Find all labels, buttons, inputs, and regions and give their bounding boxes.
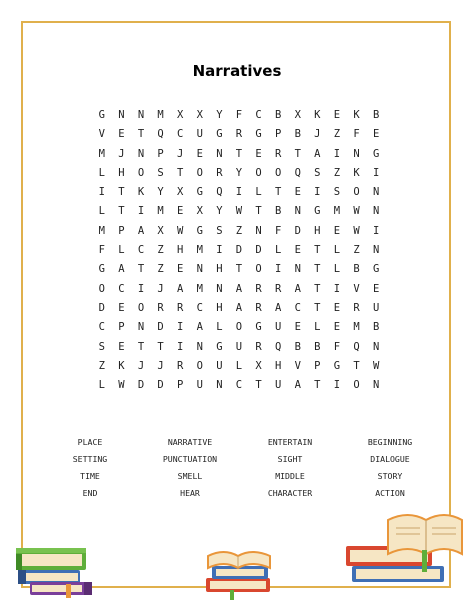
word-list-item: ACTION bbox=[375, 488, 405, 498]
grid-letter: R bbox=[274, 282, 282, 295]
grid-letter: A bbox=[177, 282, 184, 295]
grid-letter: W bbox=[353, 205, 360, 218]
grid-letter: C bbox=[294, 301, 301, 314]
grid-letter: X bbox=[294, 109, 301, 121]
grid-letter: N bbox=[294, 205, 301, 218]
grid-letter: U bbox=[196, 379, 203, 392]
grid-letter: A bbox=[274, 301, 282, 314]
grid-letter: J bbox=[177, 147, 184, 160]
grid-letter: E bbox=[333, 224, 341, 237]
grid-letter: N bbox=[255, 224, 262, 237]
grid-letter: T bbox=[118, 186, 125, 199]
grid-letter: U bbox=[274, 321, 282, 334]
grid-row bbox=[92, 320, 386, 339]
grid-letter: I bbox=[333, 282, 341, 295]
grid-letter: Z bbox=[98, 359, 105, 372]
grid-letter: H bbox=[216, 301, 223, 314]
grid-letter: E bbox=[177, 263, 184, 276]
grid-letter: L bbox=[235, 359, 243, 372]
grid-letter: W bbox=[235, 205, 243, 218]
grid-letter: T bbox=[314, 244, 321, 257]
grid-letter: H bbox=[118, 166, 125, 179]
grid-letter: M bbox=[157, 205, 164, 218]
grid-row bbox=[92, 282, 386, 301]
open-book-icon bbox=[344, 510, 464, 600]
grid-letter: B bbox=[274, 205, 282, 218]
grid-letter: T bbox=[314, 263, 321, 276]
grid-row bbox=[92, 262, 386, 281]
grid-letter: G bbox=[372, 263, 380, 276]
grid-letter: W bbox=[372, 359, 380, 372]
grid-letter: Z bbox=[333, 128, 341, 141]
grid-letter: A bbox=[294, 282, 301, 295]
grid-letter: N bbox=[137, 321, 145, 334]
grid-letter: O bbox=[98, 282, 105, 295]
grid-letter: N bbox=[196, 340, 203, 353]
grid-letter: D bbox=[294, 224, 301, 237]
word-list-row bbox=[40, 437, 440, 454]
grid-letter: N bbox=[137, 109, 145, 121]
grid-letter: C bbox=[137, 244, 145, 257]
grid-letter: N bbox=[353, 147, 360, 160]
grid-letter: F bbox=[353, 128, 360, 141]
grid-letter: N bbox=[372, 379, 380, 392]
grid-letter: Y bbox=[216, 205, 223, 218]
grid-letter: I bbox=[137, 205, 145, 218]
grid-letter: Y bbox=[157, 186, 164, 199]
grid-letter: T bbox=[314, 282, 321, 295]
grid-letter: Y bbox=[235, 166, 243, 179]
grid-letter: N bbox=[216, 147, 223, 160]
grid-letter: X bbox=[255, 359, 262, 372]
grid-letter: T bbox=[235, 263, 243, 276]
grid-row bbox=[92, 108, 386, 127]
grid-letter: O bbox=[137, 301, 145, 314]
grid-letter: D bbox=[157, 321, 164, 334]
grid-letter: B bbox=[314, 340, 321, 353]
grid-letter: O bbox=[255, 166, 262, 179]
grid-letter: L bbox=[333, 263, 341, 276]
grid-letter: E bbox=[118, 340, 125, 353]
grid-letter: O bbox=[235, 321, 243, 334]
grid-letter: R bbox=[157, 301, 164, 314]
grid-letter: E bbox=[372, 282, 380, 295]
grid-letter: O bbox=[137, 166, 145, 179]
grid-letter: J bbox=[118, 147, 125, 160]
grid-letter: I bbox=[372, 224, 380, 237]
grid-letter: L bbox=[98, 166, 105, 179]
grid-letter: E bbox=[118, 128, 125, 141]
grid-letter: R bbox=[255, 282, 262, 295]
grid-letter: I bbox=[333, 147, 341, 160]
grid-letter: Q bbox=[216, 186, 223, 199]
grid-letter: V bbox=[98, 128, 105, 141]
grid-letter: L bbox=[98, 205, 105, 218]
grid-letter: I bbox=[372, 166, 380, 179]
grid-letter: B bbox=[294, 128, 301, 141]
grid-letter: E bbox=[196, 147, 203, 160]
grid-letter: D bbox=[235, 244, 243, 257]
grid-letter: U bbox=[274, 379, 282, 392]
grid-letter: X bbox=[157, 224, 164, 237]
grid-letter: E bbox=[118, 301, 125, 314]
grid-letter: Q bbox=[353, 340, 360, 353]
grid-letter: Q bbox=[274, 340, 282, 353]
grid-letter: P bbox=[118, 321, 125, 334]
grid-letter: X bbox=[196, 205, 203, 218]
grid-letter: X bbox=[196, 109, 203, 121]
grid-letter: R bbox=[255, 301, 262, 314]
grid-letter: I bbox=[314, 186, 321, 199]
grid-letter: F bbox=[333, 340, 341, 353]
grid-letter: A bbox=[294, 379, 301, 392]
grid-letter: R bbox=[353, 301, 360, 314]
grid-letter: A bbox=[137, 224, 145, 237]
grid-letter: L bbox=[274, 244, 282, 257]
grid-letter: B bbox=[294, 340, 301, 353]
page-title: Narratives bbox=[192, 62, 282, 80]
grid-letter: P bbox=[118, 224, 125, 237]
grid-row bbox=[92, 378, 386, 397]
word-list-item: DIALOGUE bbox=[370, 454, 410, 464]
grid-letter: K bbox=[353, 109, 360, 121]
stack-of-books-icon bbox=[10, 540, 100, 598]
grid-letter: F bbox=[235, 109, 243, 121]
grid-letter: T bbox=[118, 205, 125, 218]
grid-letter: I bbox=[274, 263, 282, 276]
grid-letter: E bbox=[177, 205, 184, 218]
grid-letter: Z bbox=[157, 244, 164, 257]
grid-letter: T bbox=[235, 147, 243, 160]
grid-letter: I bbox=[333, 379, 341, 392]
grid-letter: M bbox=[196, 244, 203, 257]
word-list-item: ENTERTAIN bbox=[267, 437, 313, 447]
grid-letter: T bbox=[157, 340, 164, 353]
grid-letter: U bbox=[216, 359, 223, 372]
grid-letter: I bbox=[235, 186, 243, 199]
grid-letter: E bbox=[333, 301, 341, 314]
grid-letter: T bbox=[274, 186, 282, 199]
grid-letter: L bbox=[216, 321, 223, 334]
grid-letter: G bbox=[314, 205, 321, 218]
word-list-item: SIGHT bbox=[277, 454, 303, 464]
grid-letter: N bbox=[196, 263, 203, 276]
word-list bbox=[40, 437, 440, 505]
grid-letter: R bbox=[177, 359, 184, 372]
grid-letter: F bbox=[98, 244, 105, 257]
grid-letter: X bbox=[177, 109, 184, 121]
word-list-item: BEGINNING bbox=[367, 437, 413, 447]
grid-letter: Q bbox=[294, 166, 301, 179]
word-list-item: TIME bbox=[80, 471, 100, 481]
grid-letter: G bbox=[216, 340, 223, 353]
grid-letter: K bbox=[314, 109, 321, 121]
word-list-item: END bbox=[82, 488, 98, 498]
grid-letter: M bbox=[196, 282, 203, 295]
grid-letter: T bbox=[177, 166, 184, 179]
grid-letter: E bbox=[294, 321, 301, 334]
grid-letter: A bbox=[235, 282, 243, 295]
grid-row bbox=[92, 340, 386, 359]
grid-letter: S bbox=[98, 340, 105, 353]
grid-letter: R bbox=[274, 147, 282, 160]
grid-letter: S bbox=[314, 166, 321, 179]
grid-letter: R bbox=[255, 340, 262, 353]
grid-letter: Q bbox=[157, 128, 164, 141]
grid-letter: B bbox=[353, 263, 360, 276]
grid-letter: H bbox=[314, 224, 321, 237]
grid-letter: G bbox=[255, 321, 262, 334]
grid-letter: W bbox=[353, 224, 360, 237]
grid-row bbox=[92, 243, 386, 262]
grid-letter: H bbox=[216, 263, 223, 276]
grid-letter: R bbox=[235, 128, 243, 141]
grid-letter: J bbox=[157, 282, 164, 295]
grid-letter: O bbox=[353, 379, 360, 392]
grid-letter: N bbox=[118, 109, 125, 121]
word-list-item: PLACE bbox=[77, 437, 103, 447]
grid-letter: I bbox=[98, 186, 105, 199]
grid-letter: T bbox=[255, 205, 262, 218]
word-list-row bbox=[40, 454, 440, 471]
grid-letter: B bbox=[274, 109, 282, 121]
grid-letter: C bbox=[118, 282, 125, 295]
grid-letter: N bbox=[372, 340, 380, 353]
grid-letter: H bbox=[177, 244, 184, 257]
grid-letter: H bbox=[274, 359, 282, 372]
grid-row bbox=[92, 147, 386, 166]
grid-letter: A bbox=[314, 147, 321, 160]
grid-letter: X bbox=[177, 186, 184, 199]
grid-letter: E bbox=[372, 128, 380, 141]
grid-letter: M bbox=[157, 109, 164, 121]
grid-letter: G bbox=[333, 359, 341, 372]
grid-letter: G bbox=[255, 128, 262, 141]
grid-letter: I bbox=[177, 321, 184, 334]
grid-letter: O bbox=[196, 359, 203, 372]
grid-letter: S bbox=[157, 166, 164, 179]
grid-letter: K bbox=[118, 359, 125, 372]
grid-letter: M bbox=[98, 224, 105, 237]
word-list-row bbox=[40, 488, 440, 505]
grid-letter: E bbox=[333, 109, 341, 121]
grid-letter: S bbox=[216, 224, 223, 237]
grid-letter: D bbox=[98, 301, 105, 314]
grid-letter: N bbox=[137, 147, 145, 160]
grid-letter: P bbox=[177, 379, 184, 392]
grid-letter: W bbox=[118, 379, 125, 392]
grid-letter: B bbox=[372, 109, 380, 121]
grid-letter: R bbox=[177, 301, 184, 314]
grid-letter: E bbox=[294, 186, 301, 199]
grid-letter: W bbox=[177, 224, 184, 237]
letter-grid bbox=[92, 108, 386, 397]
grid-letter: T bbox=[314, 301, 321, 314]
grid-letter: T bbox=[137, 128, 145, 141]
grid-letter: U bbox=[372, 301, 380, 314]
grid-letter: I bbox=[177, 340, 184, 353]
word-list-item: NARRATIVE bbox=[167, 437, 213, 447]
grid-letter: G bbox=[98, 263, 105, 276]
grid-letter: T bbox=[137, 340, 145, 353]
grid-letter: D bbox=[157, 379, 164, 392]
grid-letter: A bbox=[118, 263, 125, 276]
word-list-item: HEAR bbox=[180, 488, 200, 498]
grid-letter: P bbox=[314, 359, 321, 372]
grid-letter: N bbox=[216, 379, 223, 392]
grid-letter: T bbox=[137, 263, 145, 276]
grid-letter: C bbox=[235, 379, 243, 392]
grid-row bbox=[92, 301, 386, 320]
grid-letter: J bbox=[137, 359, 145, 372]
grid-letter: E bbox=[255, 147, 262, 160]
grid-letter: A bbox=[235, 301, 243, 314]
grid-letter: E bbox=[333, 321, 341, 334]
grid-row bbox=[92, 185, 386, 204]
grid-letter: C bbox=[255, 109, 262, 121]
grid-letter: O bbox=[255, 263, 262, 276]
grid-letter: O bbox=[353, 186, 360, 199]
grid-letter: N bbox=[216, 282, 223, 295]
word-list-item: MIDDLE bbox=[275, 471, 305, 481]
grid-letter: J bbox=[314, 128, 321, 141]
word-list-row bbox=[40, 471, 440, 488]
grid-letter: D bbox=[255, 244, 262, 257]
word-list-item: PUNCTUATION bbox=[162, 454, 218, 464]
word-list-item: STORY bbox=[377, 471, 403, 481]
grid-letter: N bbox=[372, 244, 380, 257]
grid-letter: I bbox=[216, 244, 223, 257]
grid-letter: G bbox=[216, 128, 223, 141]
grid-row bbox=[92, 127, 386, 146]
grid-letter: N bbox=[372, 205, 380, 218]
grid-letter: T bbox=[255, 379, 262, 392]
grid-letter: F bbox=[274, 224, 282, 237]
grid-letter: C bbox=[196, 301, 203, 314]
grid-letter: K bbox=[353, 166, 360, 179]
grid-letter: N bbox=[294, 263, 301, 276]
grid-letter: U bbox=[235, 340, 243, 353]
grid-letter: T bbox=[353, 359, 360, 372]
grid-letter: B bbox=[372, 321, 380, 334]
grid-letter: Z bbox=[235, 224, 243, 237]
grid-letter: O bbox=[196, 166, 203, 179]
grid-row bbox=[92, 166, 386, 185]
grid-letter: M bbox=[333, 205, 341, 218]
grid-letter: V bbox=[353, 282, 360, 295]
grid-letter: E bbox=[294, 244, 301, 257]
grid-letter: C bbox=[98, 321, 105, 334]
grid-row bbox=[92, 204, 386, 223]
grid-letter: M bbox=[98, 147, 105, 160]
grid-letter: I bbox=[137, 282, 145, 295]
grid-letter: Z bbox=[353, 244, 360, 257]
grid-letter: V bbox=[294, 359, 301, 372]
grid-letter: K bbox=[137, 186, 145, 199]
grid-letter: L bbox=[98, 379, 105, 392]
grid-letter: A bbox=[196, 321, 203, 334]
grid-letter: L bbox=[314, 321, 321, 334]
grid-letter: D bbox=[137, 379, 145, 392]
grid-letter: L bbox=[333, 244, 341, 257]
grid-letter: L bbox=[118, 244, 125, 257]
grid-letter: T bbox=[294, 147, 301, 160]
grid-letter: P bbox=[157, 147, 164, 160]
grid-letter: C bbox=[177, 128, 184, 141]
grid-letter: G bbox=[372, 147, 380, 160]
grid-letter: P bbox=[274, 128, 282, 141]
grid-letter: G bbox=[196, 224, 203, 237]
grid-letter: N bbox=[372, 186, 380, 199]
stack-of-books-icon bbox=[200, 544, 278, 600]
grid-letter: R bbox=[216, 166, 223, 179]
word-list-item: SETTING bbox=[72, 454, 108, 464]
grid-letter: G bbox=[196, 186, 203, 199]
word-list-item: SMELL bbox=[177, 471, 203, 481]
grid-letter: Z bbox=[157, 263, 164, 276]
grid-letter: U bbox=[196, 128, 203, 141]
grid-letter: Z bbox=[333, 166, 341, 179]
grid-row bbox=[92, 224, 386, 243]
grid-letter: S bbox=[333, 186, 341, 199]
grid-letter: Y bbox=[216, 109, 223, 121]
grid-letter: J bbox=[157, 359, 164, 372]
grid-letter: O bbox=[274, 166, 282, 179]
grid-letter: M bbox=[353, 321, 360, 334]
grid-letter: L bbox=[255, 186, 262, 199]
grid-row bbox=[92, 359, 386, 378]
grid-letter: T bbox=[314, 379, 321, 392]
word-list-item: CHARACTER bbox=[267, 488, 313, 498]
grid-letter: G bbox=[98, 109, 105, 121]
